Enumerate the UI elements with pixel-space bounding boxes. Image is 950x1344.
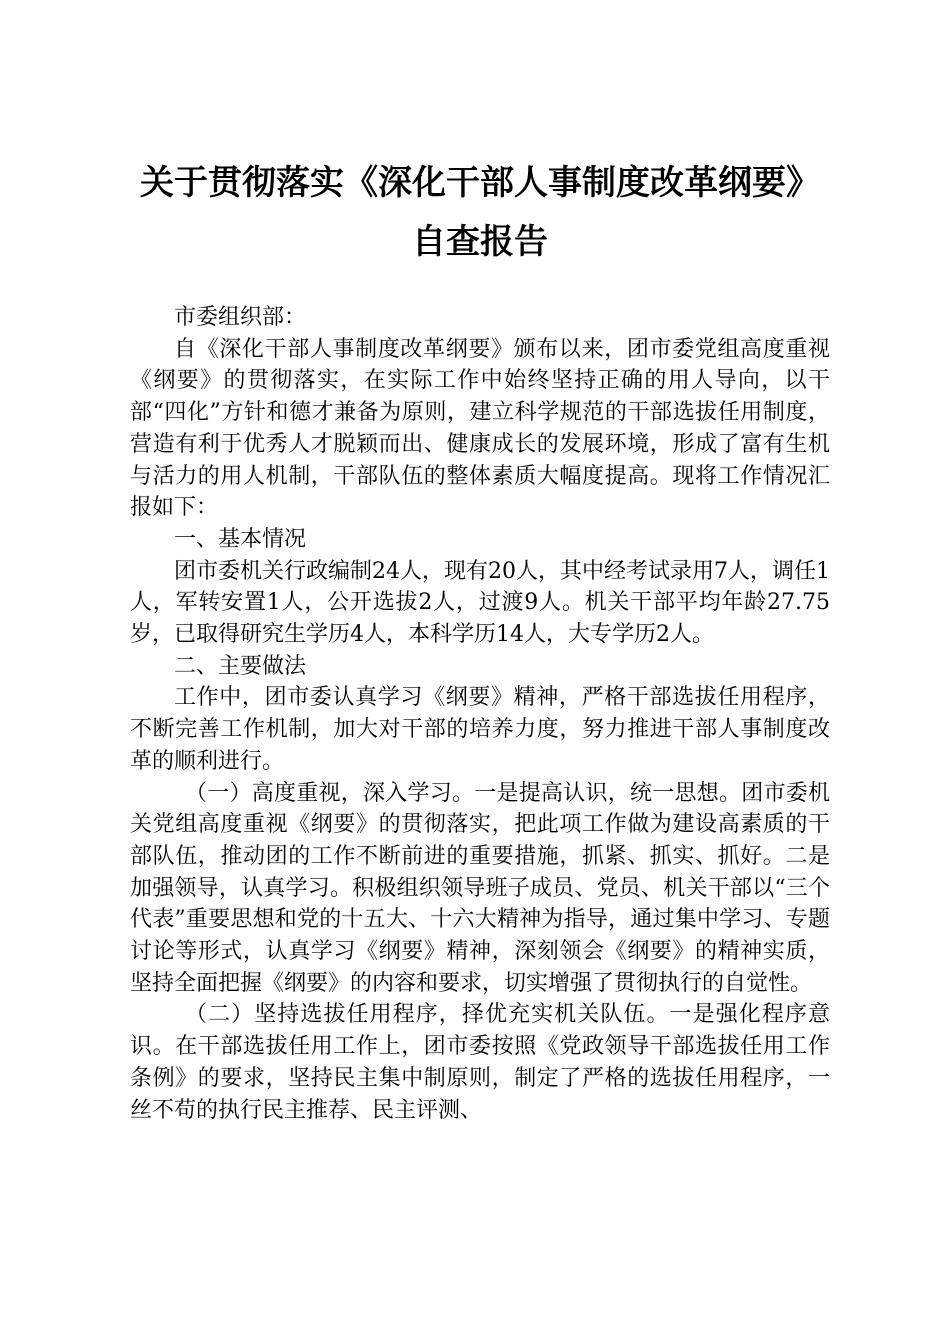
document-title-line-1: 关于贯彻落实《深化干部人事制度改革纲要》 [140,163,820,203]
section-heading-methods: 二、主要做法 [174,653,307,679]
salutation: 市委组织部： [174,305,307,330]
paragraph-subsection-2: （二）坚持选拔任用程序，择优充实机关队伍。一是强化程序意识。在干部选拔任用工作上，团市委按照《党政领导干部选拔任用工作条例》的要求，坚持民主集中制原则，制定了严格的选拔任用程序，一丝不苟的执行民主推荐、民主评测、 [130,1002,830,1123]
paragraph-basic: 团市委机关行政编制24人，现有20人，其中经考试录用7人，调任1人，军转安置1人，公开选拔2人，过渡9人。机关干部平均年龄27.75岁，已取得研究生学历4人，本科学历14人，大专学历2人。 [130,558,831,648]
paragraph-methods: 工作中，团市委认真学习《纲要》精神，严格干部选拔任用程序，不断完善工作机制，加大对干部的培养力度，努力推进干部人事制度改革的顺利进行。 [130,685,830,774]
document-body [130,302,830,1126]
paragraph-intro: 自《深化干部人事制度改革纲要》颁布以来，团市委党组高度重视《纲要》的贯彻落实，在实际工作中始终坚持正确的用人导向，以干部“四化”方针和德才兼备为原则，建立科学规范的干部选拔任用制度，营造有利于优秀人才脱颖而出、健康成长的发展环境，形成了富有生机与活力的用人机制，干部队伍的整体素质大幅度提高。现将工作情况汇报如下： [130,336,830,521]
section-heading-basic: 一、基本情况 [174,526,307,552]
paragraph-subsection-1: （一）高度重视，深入学习。一是提高认识，统一思想。团市委机关党组高度重视《纲要》的贯彻落实，把此项工作做为建设高素质的干部队伍，推动团的工作不断前进的重要措施，抓紧、抓实、抓好。二是加强领导，认真学习。积极组织领导班子成员、党员、机关干部以“三个代表”重要思想和党的十五大、十六大精神为指导，通过集中学习、专题讨论等形式，认真学习《纲要》精神，深刻领会《纲要》的精神实质，坚持全面把握《纲要》的内容和要求，切实增强了贯彻执行的自觉性。 [130,780,830,996]
document-title-line-2: 自查报告 [412,222,548,262]
